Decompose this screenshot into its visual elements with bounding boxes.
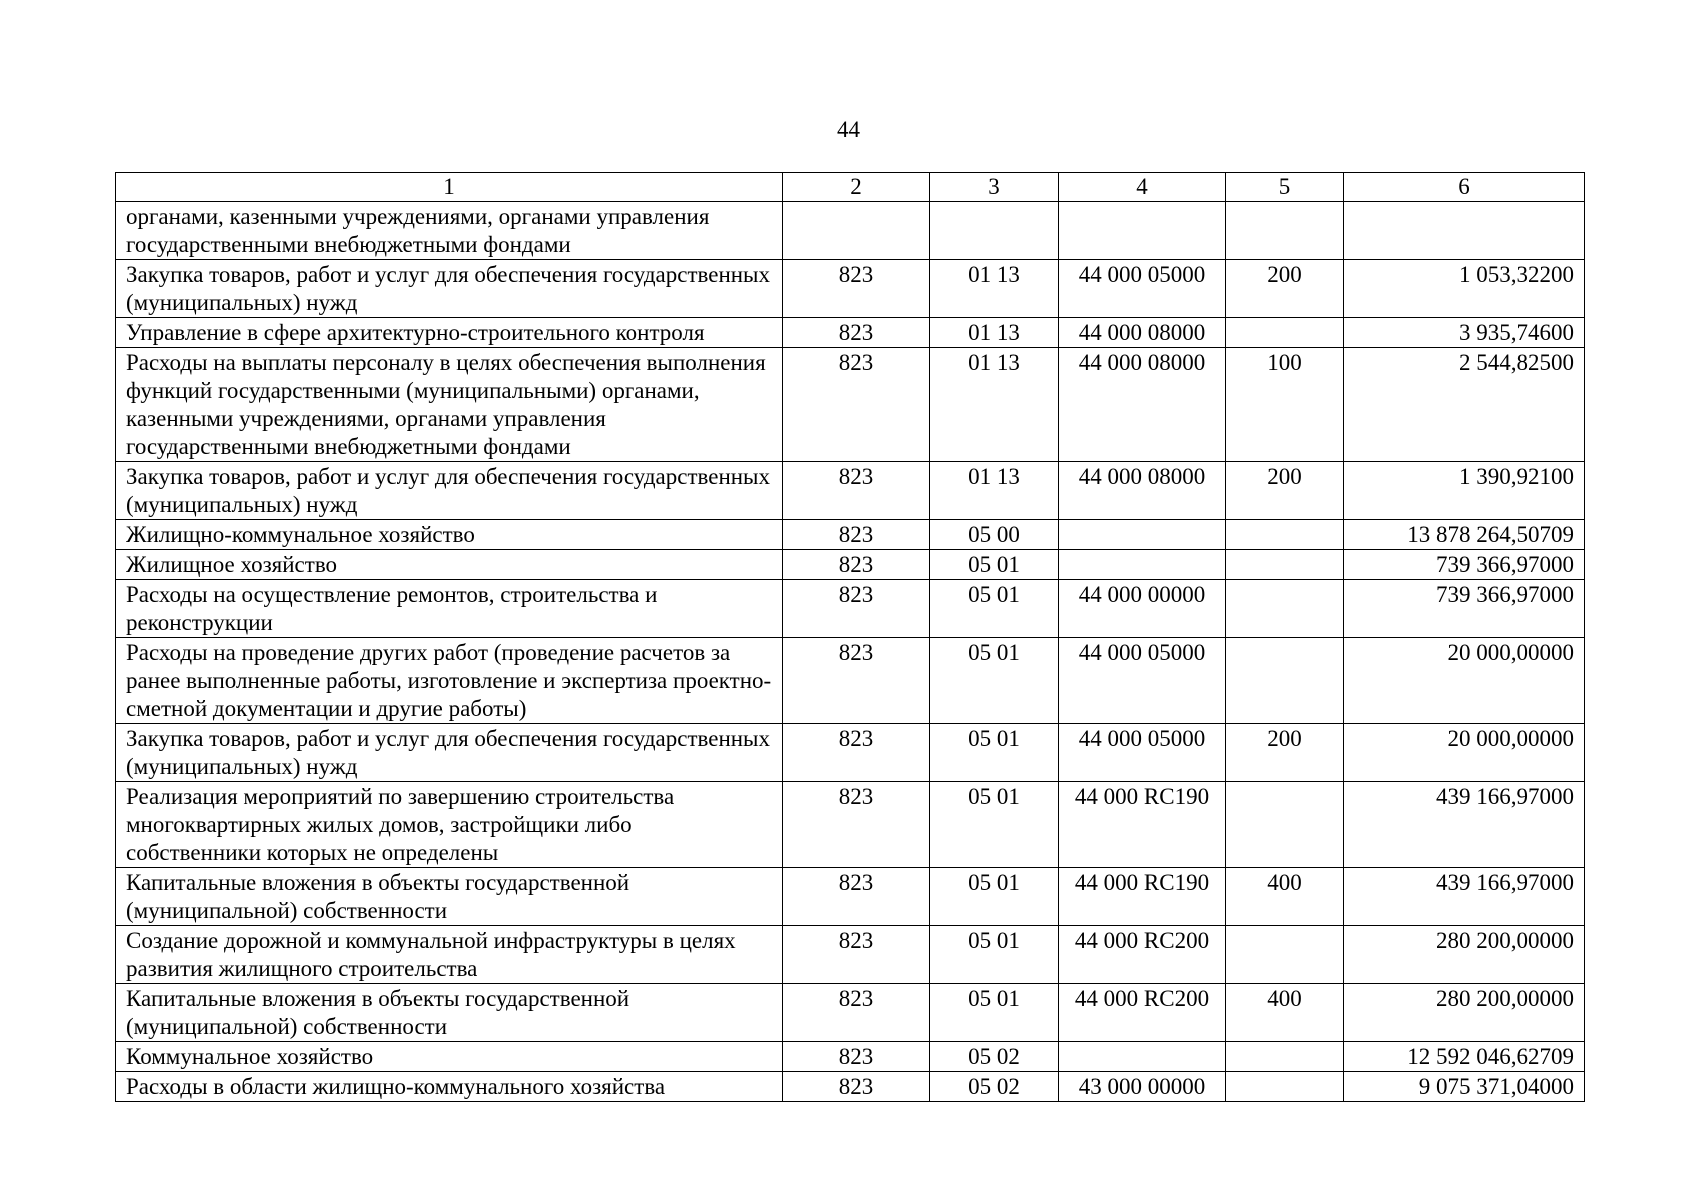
row-section: 05 01 (930, 580, 1059, 638)
table-row (116, 638, 1585, 724)
row-section: 05 01 (930, 550, 1059, 580)
row-grbs: 823 (783, 1042, 930, 1072)
row-sum (1344, 202, 1585, 260)
table-row (116, 462, 1585, 520)
row-sum: 739 366,97000 (1344, 550, 1585, 580)
header-col-3: 3 (930, 173, 1059, 202)
table-body (116, 202, 1585, 1102)
table-row (116, 1042, 1585, 1072)
row-name: Капитальные вложения в объекты государственной (муниципальной) собственности (116, 984, 783, 1042)
row-type (1226, 520, 1344, 550)
row-section: 05 01 (930, 984, 1059, 1042)
row-name: Расходы на осуществление ремонтов, строительства и реконструкции (116, 580, 783, 638)
row-grbs: 823 (783, 638, 930, 724)
row-section: 05 01 (930, 782, 1059, 868)
row-target: 44 000 05000 (1059, 724, 1226, 782)
row-type (1226, 318, 1344, 348)
row-grbs: 823 (783, 926, 930, 984)
row-sum: 20 000,00000 (1344, 724, 1585, 782)
table-row (116, 318, 1585, 348)
table-row (116, 1072, 1585, 1102)
row-grbs: 823 (783, 260, 930, 318)
row-target: 44 000 RC190 (1059, 782, 1226, 868)
row-target: 44 000 00000 (1059, 580, 1226, 638)
row-name: Расходы на выплаты персоналу в целях обеспечения выполнения функций государственными (муниципальными) органами, казенными учреждениями, органами управления государственными внебюджетными фондами (116, 348, 783, 462)
row-name: Закупка товаров, работ и услуг для обеспечения государственных (муниципальных) нужд (116, 724, 783, 782)
row-grbs (783, 202, 930, 260)
row-type: 400 (1226, 984, 1344, 1042)
row-sum: 2 544,82500 (1344, 348, 1585, 462)
row-type (1226, 782, 1344, 868)
row-section: 05 01 (930, 724, 1059, 782)
header-col-1: 1 (116, 173, 783, 202)
row-name: Закупка товаров, работ и услуг для обеспечения государственных (муниципальных) нужд (116, 462, 783, 520)
row-type: 200 (1226, 260, 1344, 318)
table-row (116, 520, 1585, 550)
row-target: 44 000 05000 (1059, 638, 1226, 724)
row-grbs: 823 (783, 782, 930, 868)
row-sum: 1 053,32200 (1344, 260, 1585, 318)
row-section: 05 01 (930, 926, 1059, 984)
row-sum: 3 935,74600 (1344, 318, 1585, 348)
table-row (116, 926, 1585, 984)
row-type (1226, 1042, 1344, 1072)
header-col-2: 2 (783, 173, 930, 202)
row-type: 200 (1226, 462, 1344, 520)
row-sum: 280 200,00000 (1344, 926, 1585, 984)
row-sum: 439 166,97000 (1344, 782, 1585, 868)
row-section: 01 13 (930, 348, 1059, 462)
row-sum: 439 166,97000 (1344, 868, 1585, 926)
row-type: 100 (1226, 348, 1344, 462)
row-name: Жилищное хозяйство (116, 550, 783, 580)
row-target: 44 000 RC200 (1059, 984, 1226, 1042)
row-sum: 12 592 046,62709 (1344, 1042, 1585, 1072)
row-type (1226, 1072, 1344, 1102)
row-type (1226, 926, 1344, 984)
table-row (116, 550, 1585, 580)
table-row (116, 202, 1585, 260)
table-row (116, 724, 1585, 782)
row-name: Коммунальное хозяйство (116, 1042, 783, 1072)
row-target: 44 000 05000 (1059, 260, 1226, 318)
header-col-6: 6 (1344, 173, 1585, 202)
row-sum: 13 878 264,50709 (1344, 520, 1585, 550)
header-row (116, 173, 1585, 202)
row-section: 05 00 (930, 520, 1059, 550)
row-target (1059, 1042, 1226, 1072)
row-section: 01 13 (930, 318, 1059, 348)
row-section: 01 13 (930, 462, 1059, 520)
row-target: 44 000 08000 (1059, 462, 1226, 520)
row-section (930, 202, 1059, 260)
budget-table (115, 172, 1585, 1102)
row-section: 05 01 (930, 638, 1059, 724)
row-target (1059, 550, 1226, 580)
row-target: 44 000 08000 (1059, 318, 1226, 348)
row-name: Расходы в области жилищно-коммунального хозяйства (116, 1072, 783, 1102)
row-sum: 739 366,97000 (1344, 580, 1585, 638)
row-name: Капитальные вложения в объекты государственной (муниципальной) собственности (116, 868, 783, 926)
table-row (116, 782, 1585, 868)
row-sum: 280 200,00000 (1344, 984, 1585, 1042)
row-name: Расходы на проведение других работ (проведение расчетов за ранее выполненные работы, изготовление и экспертиза проектно-сметной документации и другие работы) (116, 638, 783, 724)
row-sum: 1 390,92100 (1344, 462, 1585, 520)
header-col-5: 5 (1226, 173, 1344, 202)
row-grbs: 823 (783, 348, 930, 462)
row-section: 01 13 (930, 260, 1059, 318)
table-row (116, 260, 1585, 318)
row-type (1226, 580, 1344, 638)
table-row (116, 348, 1585, 462)
row-type (1226, 638, 1344, 724)
row-grbs: 823 (783, 868, 930, 926)
row-target (1059, 520, 1226, 550)
row-grbs: 823 (783, 520, 930, 550)
table-header (116, 173, 1585, 202)
row-sum: 20 000,00000 (1344, 638, 1585, 724)
row-grbs: 823 (783, 580, 930, 638)
table-row (116, 580, 1585, 638)
row-target (1059, 202, 1226, 260)
row-section: 05 02 (930, 1072, 1059, 1102)
row-target: 43 000 00000 (1059, 1072, 1226, 1102)
row-type: 400 (1226, 868, 1344, 926)
row-type: 200 (1226, 724, 1344, 782)
header-col-4: 4 (1059, 173, 1226, 202)
row-grbs: 823 (783, 1072, 930, 1102)
row-grbs: 823 (783, 318, 930, 348)
row-target: 44 000 RC200 (1059, 926, 1226, 984)
row-grbs: 823 (783, 724, 930, 782)
row-grbs: 823 (783, 550, 930, 580)
table-row (116, 868, 1585, 926)
row-section: 05 01 (930, 868, 1059, 926)
page-number: 44 (837, 117, 860, 142)
row-target: 44 000 RC190 (1059, 868, 1226, 926)
row-name: Жилищно-коммунальное хозяйство (116, 520, 783, 550)
row-target: 44 000 08000 (1059, 348, 1226, 462)
row-sum: 9 075 371,04000 (1344, 1072, 1585, 1102)
row-name: Управление в сфере архитектурно-строительного контроля (116, 318, 783, 348)
row-name: Создание дорожной и коммунальной инфраструктуры в целях развития жилищного строительства (116, 926, 783, 984)
row-grbs: 823 (783, 462, 930, 520)
row-grbs: 823 (783, 984, 930, 1042)
table-row (116, 984, 1585, 1042)
row-name: Закупка товаров, работ и услуг для обеспечения государственных (муниципальных) нужд (116, 260, 783, 318)
row-name: Реализация мероприятий по завершению строительства многоквартирных жилых домов, застройщики либо собственники которых не определены (116, 782, 783, 868)
row-type (1226, 550, 1344, 580)
row-type (1226, 202, 1344, 260)
row-name: органами, казенными учреждениями, органами управления государственными внебюджетными фондами (116, 202, 783, 260)
row-section: 05 02 (930, 1042, 1059, 1072)
